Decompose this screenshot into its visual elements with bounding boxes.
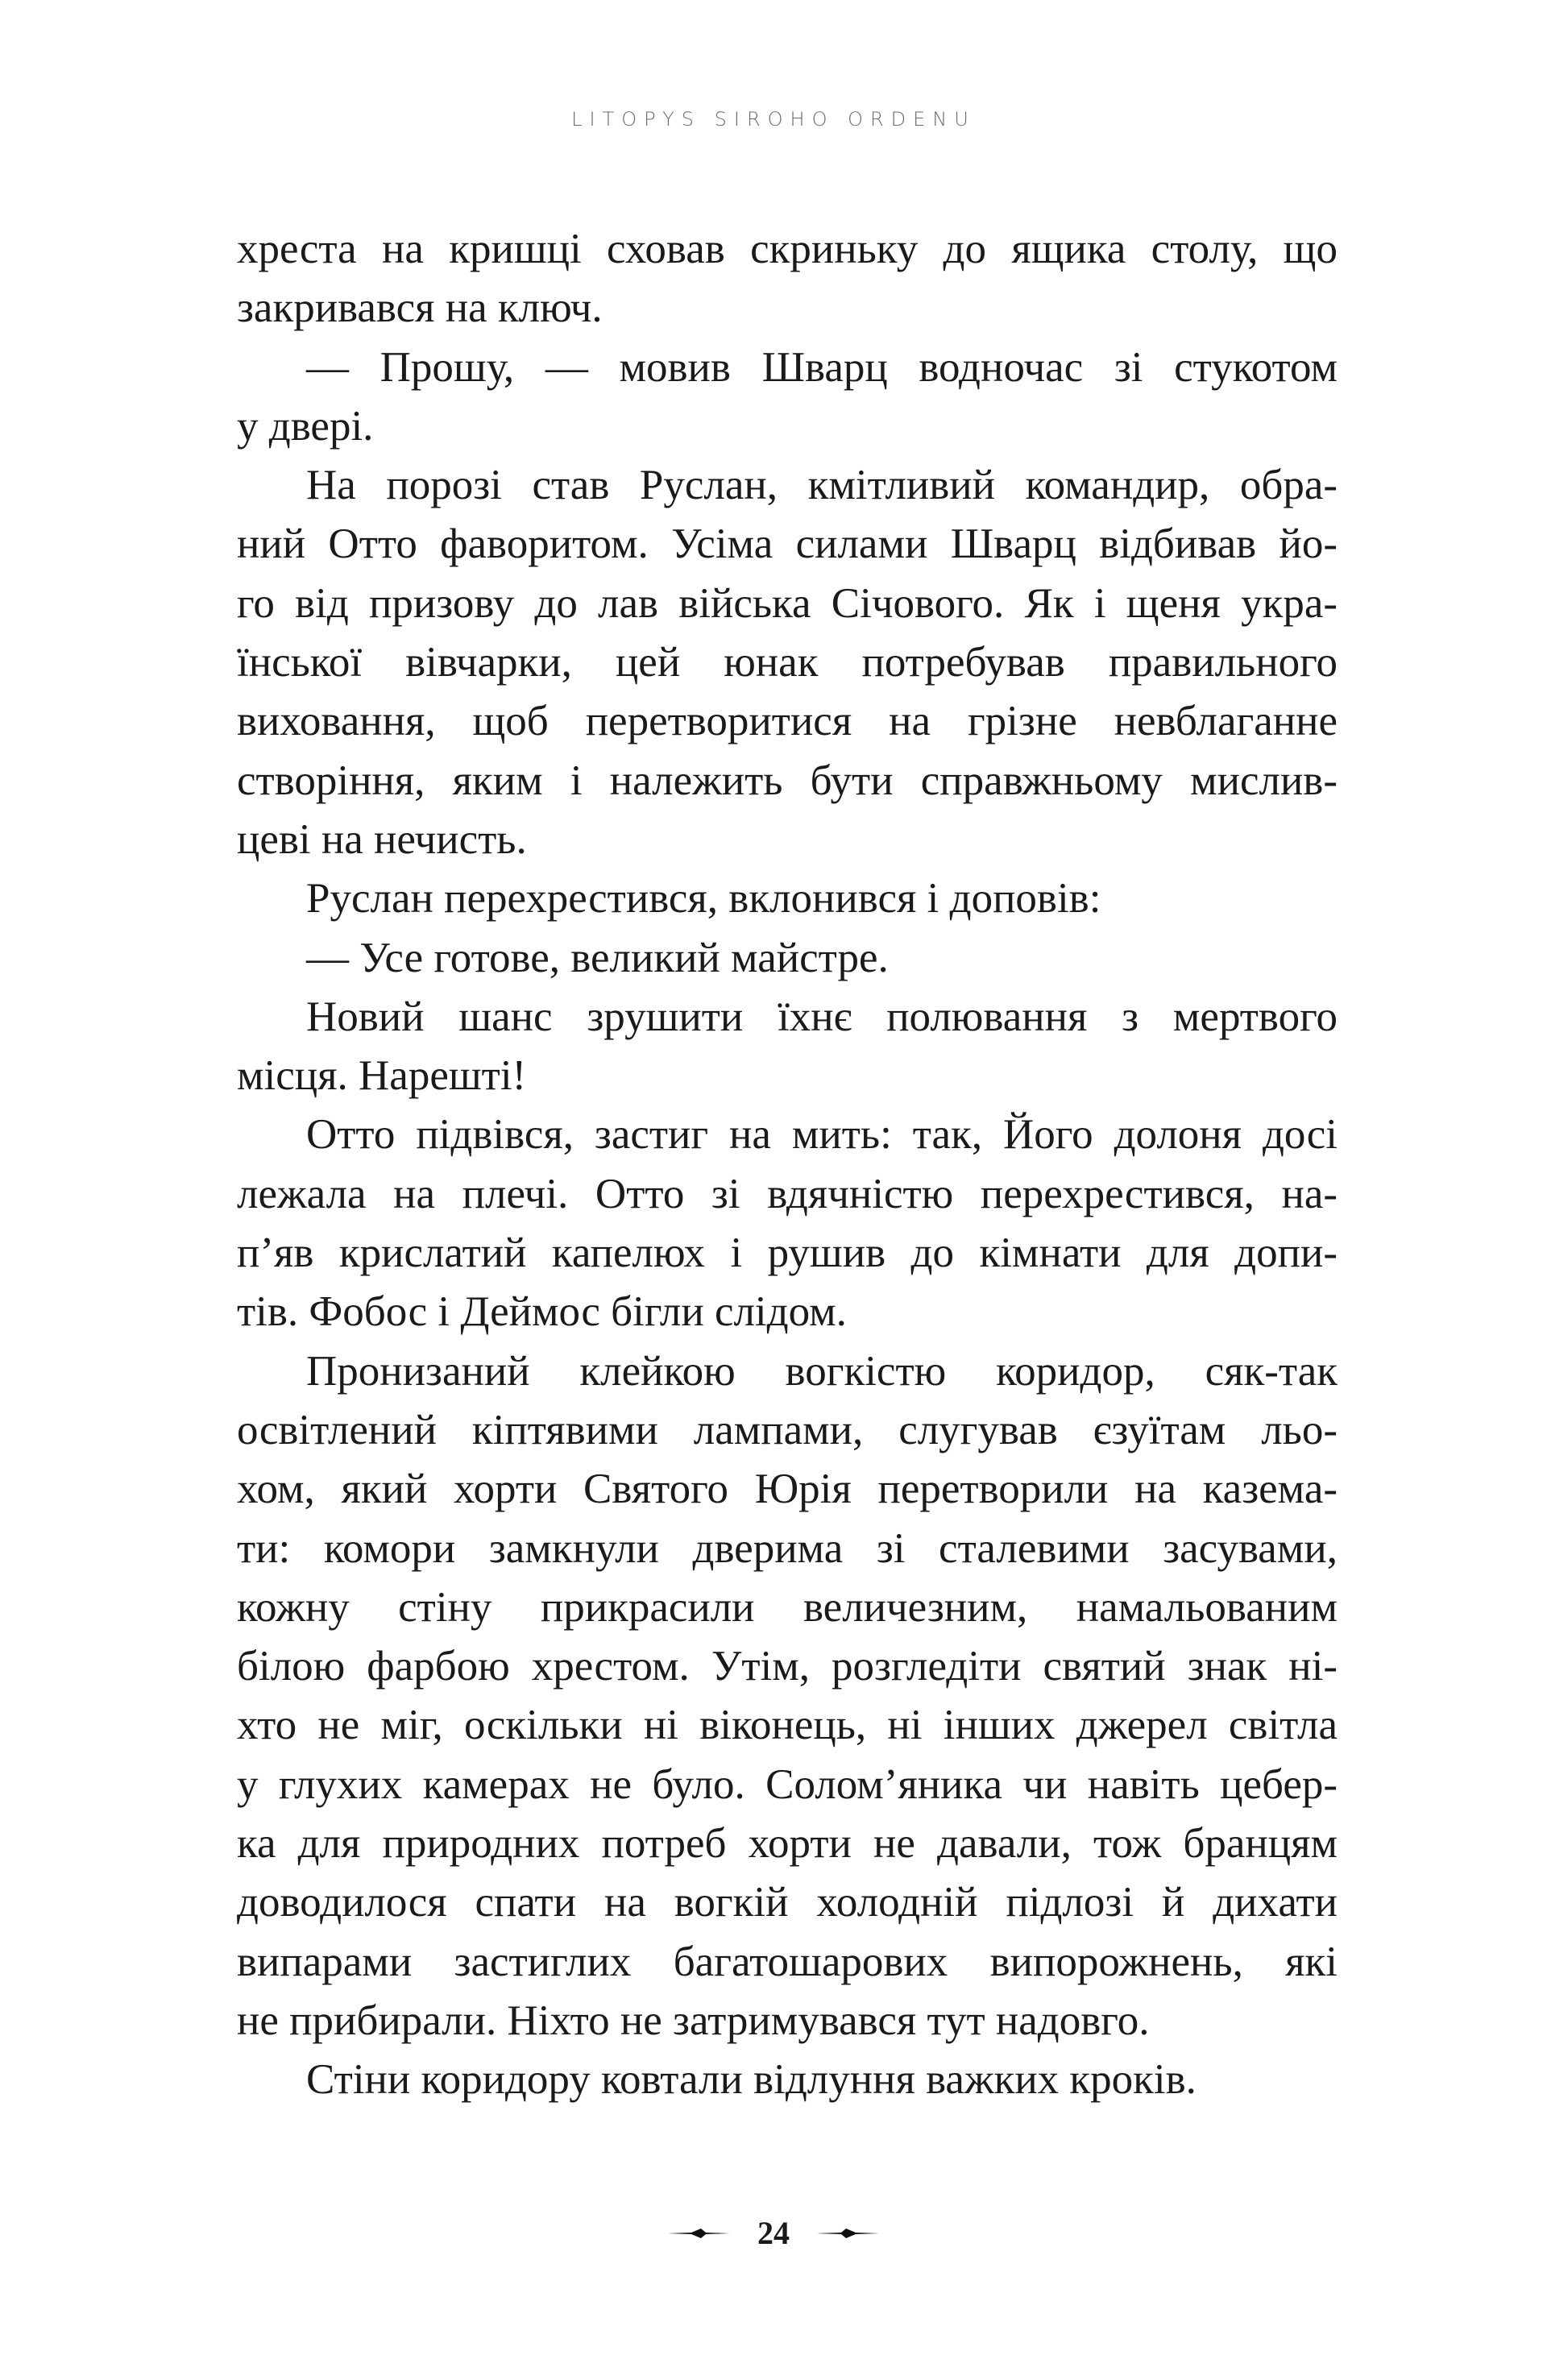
text-line: Руслан перехрестився, вклонився і доповів: <box>306 875 1101 923</box>
text-line: цеві на нечисть. <box>237 815 527 863</box>
text-line: освітлений кіптявими лампами, слугував єзуїтам льо- <box>237 1406 1338 1453</box>
text-line: На порозі став Руслан, кмітливий командир, обра- <box>306 462 1338 509</box>
text-line: місця. Нарешті! <box>237 1052 527 1100</box>
ornament-right-icon <box>817 2227 880 2240</box>
text-line: ка для природних потреб хорти не давали, тож бранцям <box>237 1820 1338 1868</box>
text-line: випарами застиглих багатошарових випорожнень, які <box>237 1938 1338 1985</box>
text-line: хреста на кришці сховав скриньку до ящика столу, що <box>237 226 1338 272</box>
text-line: тів. Фобос і Деймос бігли слідом. <box>237 1288 847 1336</box>
text-line: го від призову до лав війська Січового. Як і щеня укра- <box>237 579 1338 627</box>
text-line: — Усе готове, великий майстре. <box>306 934 889 981</box>
text-line: у глухих камерах не було. Солом’яника чи навіть цебер- <box>237 1760 1338 1808</box>
text-line: хом, який хорти Святого Юрія перетворили на казема- <box>237 1466 1338 1513</box>
body-text <box>237 220 1338 2110</box>
text-line: — Прошу, — мовив Шварц водночас зі стукотом <box>306 343 1338 391</box>
text-line: створіння, яким і належить бути справжньому мислив- <box>237 757 1338 804</box>
text-line: Отто підвівся, застиг на мить: так, Його долоня досі <box>306 1111 1338 1159</box>
text-line: Новий шанс зрушити їхнє полювання з мертвого <box>306 993 1338 1040</box>
text-line: виховання, щоб перетворитися на грізне невблаганне <box>237 698 1338 745</box>
text-line: кожну стіну прикрасили величезним, намальованим <box>237 1583 1338 1631</box>
text-line: лежала на плечі. Отто зі вдячністю перехрестився, на- <box>237 1170 1338 1217</box>
text-line: Пронизаний клейкою вогкістю коридор, сяк-так <box>306 1347 1338 1395</box>
running-head: LITOPYS SIROHO ORDENU <box>571 108 976 131</box>
ornament-left-icon <box>667 2227 730 2240</box>
text-line: білою фарбою хрестом. Утім, розгледіти святий знак ні- <box>237 1643 1338 1690</box>
page-footer <box>0 2214 1547 2252</box>
text-line: у двері. <box>237 402 374 450</box>
text-line: Стіни коридору ковтали відлуння важких кроків. <box>306 2056 1197 2104</box>
text-line: ний Отто фаворитом. Усіма силами Шварц відбивав йо- <box>237 520 1338 568</box>
text-line: не прибирали. Ніхто не затримувався тут надовго. <box>237 1996 1150 2044</box>
text-line: їнської вівчарки, цей юнак потребував правильного <box>237 639 1338 686</box>
page-number: 24 <box>757 2215 790 2251</box>
text-line: ти: комори замкнули дверима зі сталевими засувами, <box>237 1524 1338 1572</box>
text-line: хто не міг, оскільки ні віконець, ні інших джерел світла <box>237 1702 1338 1749</box>
text-line: доводилося спати на вогкій холодній підлозі й дихати <box>237 1879 1338 1926</box>
text-line: п’яв крислатий капелюх і рушив до кімнати для допи- <box>237 1229 1338 1277</box>
text-line: закривався на ключ. <box>237 284 603 332</box>
